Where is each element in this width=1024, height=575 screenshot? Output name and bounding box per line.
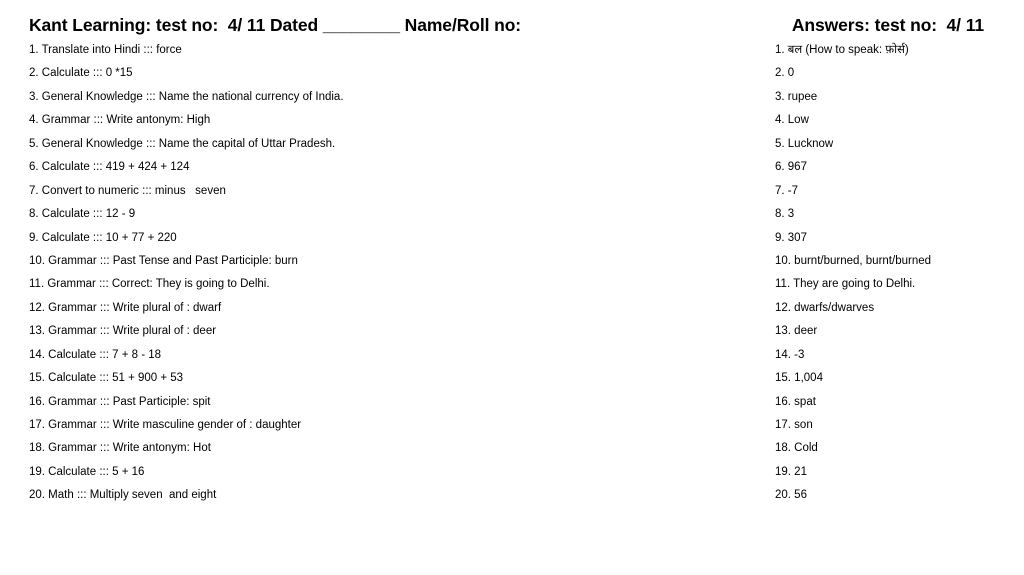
question-item: 16. Grammar ::: Past Participle: spit [29, 395, 211, 408]
question-item: 4. Grammar ::: Write antonym: High [29, 114, 211, 127]
answer-item: 14. -3 [775, 348, 805, 361]
answer-item: 18. Cold [775, 442, 818, 455]
answer-item: 16. spat [775, 395, 816, 408]
test-title: Kant Learning: test no: 4/ 11 Dated ________ Name/Roll no: [29, 15, 522, 35]
question-item: 8. Calculate ::: 12 - 9 [29, 208, 136, 221]
answer-item: 9. 307 [775, 231, 807, 244]
answer-item: 3. rupee [775, 90, 818, 103]
question-item: 20. Math ::: Multiply seven and eight [29, 489, 217, 502]
answer-item: 15. 1,004 [775, 372, 823, 385]
question-item: 10. Grammar ::: Past Tense and Past Participle: burn [29, 254, 298, 267]
question-item: 5. General Knowledge ::: Name the capital of Uttar Pradesh. [29, 137, 336, 150]
question-item: 15. Calculate ::: 51 + 900 + 53 [29, 372, 184, 385]
answer-item: 2. 0 [775, 67, 795, 80]
answer-item: 7. -7 [775, 184, 799, 197]
question-item: 7. Convert to numeric ::: minus seven [29, 184, 226, 197]
answer-item: 1. बल (How to speak: फ़ोर्स) [775, 44, 909, 56]
question-item: 17. Grammar ::: Write masculine gender of : daughter [29, 419, 302, 431]
question-item: 11. Grammar ::: Correct: They is going to Delhi. [29, 278, 270, 291]
answer-item: 13. deer [775, 325, 818, 338]
answer-item: 17. son [775, 419, 813, 431]
question-item: 14. Calculate ::: 7 + 8 - 18 [29, 348, 162, 361]
answer-item: 5. Lucknow [775, 137, 834, 150]
answer-item: 11. They are going to Delhi. [775, 278, 916, 291]
answer-item: 8. 3 [775, 208, 795, 221]
question-item: 6. Calculate ::: 419 + 424 + 124 [29, 161, 190, 174]
question-item: 3. General Knowledge ::: Name the national currency of India. [29, 90, 344, 103]
answer-item: 6. 967 [775, 161, 807, 174]
answers-title: Answers: test no: 4/ 11 [791, 15, 984, 35]
answer-item: 10. burnt/burned, burnt/burned [775, 254, 932, 267]
answer-item: 20. 56 [775, 489, 807, 502]
answer-item: 12. dwarfs/dwarves [775, 301, 875, 314]
question-item: 13. Grammar ::: Write plural of : deer [29, 325, 217, 338]
answer-item: 19. 21 [775, 465, 807, 478]
question-item: 18. Grammar ::: Write antonym: Hot [29, 442, 211, 455]
question-item: 2. Calculate ::: 0 *15 [29, 67, 133, 80]
answer-item: 4. Low [775, 114, 809, 127]
question-item: 12. Grammar ::: Write plural of : dwarf [29, 301, 222, 314]
answer-list [775, 42, 1005, 511]
question-item: 9. Calculate ::: 10 + 77 + 220 [29, 231, 177, 244]
question-list [29, 42, 729, 511]
question-item: 19. Calculate ::: 5 + 16 [29, 465, 145, 478]
question-item: 1. Translate into Hindi ::: force [29, 44, 182, 56]
